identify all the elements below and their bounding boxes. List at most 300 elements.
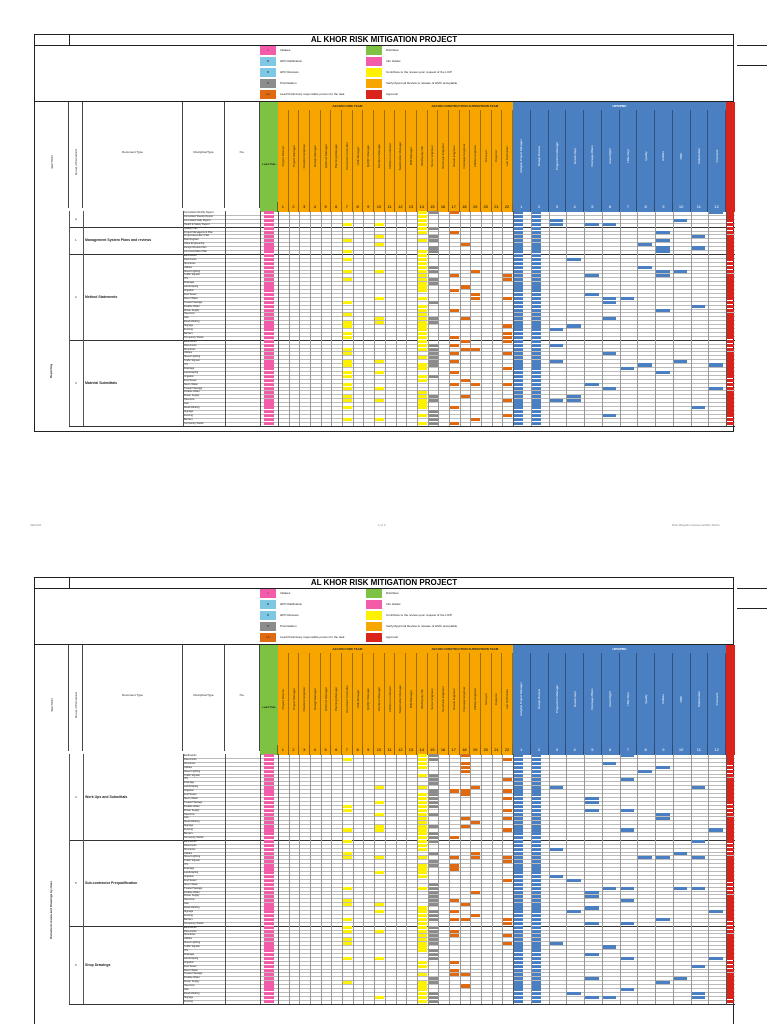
row-label: Irrigation [184,874,194,878]
column-rule [602,754,603,1004]
header-doc-type [83,102,183,208]
role-column [691,110,709,202]
column-number: 15 [428,745,439,755]
legend-swatch: R [260,57,276,66]
column-number: 9 [655,745,673,755]
role-column [708,653,726,745]
row-label: Fencing [184,913,193,917]
column-number: 7 [342,745,353,755]
role-column [602,653,620,745]
role-label: Quality [643,151,648,161]
row-label: ITS [184,949,188,952]
role-label: Senior Engineer [430,688,435,710]
role-column [406,653,417,745]
column-rule [83,754,84,1004]
column-rule [374,211,375,426]
column-number: 2 [289,202,300,212]
hpo-team-title: HPO/PMC [612,104,627,108]
row-label: Irrigation [184,960,194,964]
column-number: 11 [691,202,709,212]
header-label: SECTION [49,155,54,169]
role-column [417,653,428,745]
column-rule [637,211,638,426]
column-number: 20 [481,745,492,755]
row-label: Drainage [184,781,195,785]
role-label: Inspector [494,692,499,706]
row-label: Landscaping [184,871,199,874]
column-rule [385,211,386,426]
column-number: 9 [363,202,374,212]
role-column [460,653,471,745]
header-discipline [183,645,225,751]
column-rule [602,211,603,426]
column-rule [353,211,354,426]
group-number: 3 [75,380,77,385]
row-label: Road Marking [184,820,200,824]
row-label: Temporary Works [184,421,204,425]
column-rule [342,754,343,1004]
legend-swatch [366,589,382,598]
footer-mid: 1 of 2 [378,523,386,527]
row-label: Gas [184,402,189,406]
role-label: Ashghal Project Manager [519,139,524,173]
column-rule [637,754,638,1004]
role-label: Document Controller [344,685,349,713]
role-label: Project Director [280,145,285,167]
legend-text: Lead Preliminary responsible person for the task [280,635,345,639]
role-column [353,110,364,202]
column-number: 6 [602,745,620,755]
role-label: Contracts [714,692,719,706]
column-rule [289,754,290,1004]
row-label: Power Supply [184,808,200,812]
role-label: PMC [679,695,684,703]
role-column [299,653,310,745]
row-label: Signage [184,824,194,828]
row-label: Signage [184,409,194,413]
row-label: Structures [184,347,196,351]
row-label: Potable Water [184,976,200,980]
column-rule [321,211,322,426]
row-label: Irrigation [184,374,194,378]
row-label: Potable Water [184,890,200,894]
role-label: Roads Engineer [451,688,456,710]
role-column [310,110,321,202]
role-label: Project Manager [291,144,296,168]
row-label: Road Marking [184,406,200,409]
column-rule [655,754,656,1004]
group-name: Shop Drawings [85,962,111,967]
row-label: Street Lighting [184,855,201,859]
column-number: 15 [428,202,439,212]
column-number: 10 [673,202,691,212]
role-column [549,110,567,202]
column-rule [549,754,550,1004]
row-label: Treated Sewage [184,800,203,804]
row-label: Drainage [184,867,195,871]
role-column [374,653,385,745]
column-rule [708,211,709,426]
role-label: RE/Deputy RE [419,689,424,709]
header-label: Group of Document [73,148,78,176]
role-label: Asset Mgmt [608,691,613,707]
legend-swatch [366,79,382,88]
row-label: Landscaping [184,285,199,289]
footer-left: AECOM [30,523,42,527]
row-label: Gas [184,902,189,906]
row-label: Treated Sewage [184,386,203,390]
header-label: Document Type [122,693,143,697]
column-rule [584,211,585,426]
role-column [620,110,638,202]
role-label: Stakeholder Manager [398,684,403,714]
column-rule [363,211,364,426]
role-label: Lab Technician [505,146,510,166]
header-group [69,645,83,751]
role-column [492,653,503,745]
column-rule [299,754,300,1004]
column-number: 3 [299,202,310,212]
role-label: Design Manager [312,687,317,711]
role-label: Contracts [714,149,719,163]
legend-swatch [366,600,382,609]
role-column [299,110,310,202]
column-rule [438,754,439,1004]
section-label: Reporting [49,364,53,379]
column-rule [726,211,727,426]
column-rule [513,211,514,426]
column-number: 22 [502,202,513,212]
legend-item [366,46,556,55]
group-name: Material Submittals [85,380,118,385]
group-name: Work Ups and Submittals [85,794,128,799]
column-rule [566,211,567,426]
role-label: Drainage Engineer [462,143,467,169]
group-number: 1 [75,238,77,243]
column-rule [620,754,621,1004]
column-rule [513,754,514,1004]
role-column [566,653,584,745]
column-number: 3 [549,745,567,755]
header-zone [35,644,733,751]
column-rule [428,211,429,426]
row-label: Temporary Works [184,335,204,339]
role-label: Interface Manager [376,686,381,712]
column-number: 11 [691,745,709,755]
legend-swatch [366,68,382,77]
role-label: Interface Manager [376,143,381,169]
row-label: Telecoms [184,312,195,316]
column-number: 22 [502,745,513,755]
row-label: Telecoms [184,984,195,988]
role-column [417,110,428,202]
role-label: Stakeholder Manager [398,141,403,171]
legend-swatch: I [260,589,276,598]
row-label: Signage [184,995,194,999]
column-rule [225,754,226,1004]
footer-right: Risk Mitigation Responsibility Matrix [672,523,720,527]
column-number: 5 [321,745,332,755]
row-label: Earthworks [184,754,197,757]
legend-text: Contribute to the review upon request of the LICP [386,70,452,74]
role-label: RE/Deputy RE [419,146,424,166]
role-label: Structural Engineer [441,686,446,712]
column-number: 6 [331,202,342,212]
role-column [637,110,655,202]
column-number: 4 [310,745,321,755]
legend [260,589,560,645]
column-rule [460,211,461,426]
legend-text: HPO Reviews [280,613,299,617]
row-label: Utilities [184,765,193,769]
column-number: 5 [584,745,602,755]
row-label: Utilities [184,265,193,269]
row-label: Barriers [184,917,193,921]
role-column [385,653,396,745]
red-header-band [726,102,735,212]
column-rule [449,754,450,1004]
header-label: Lead Role [262,705,276,709]
role-label: Stakeholder [696,147,701,165]
legend-swatch: R [260,611,276,620]
row-label: Gas [184,316,189,320]
column-rule [363,754,364,1004]
role-column [502,110,513,202]
row-label: Storm Water [184,968,198,972]
role-column [602,110,620,202]
legend-swatch: R [260,68,276,77]
role-label: HSE Manager [355,689,360,709]
role-label: HSE Manager [355,146,360,166]
row-label: Power Supply [184,894,200,898]
legend-text: Distribute [386,591,399,595]
column-number: 1 [278,745,289,755]
row-label: Earthworks [184,253,197,257]
role-label: Ashghal Project Manager [519,682,524,716]
group-name: Management System Plans and reviews [85,238,152,243]
role-label: Drainage Affairs [590,688,595,710]
row-label: Value Engineering [184,242,205,246]
role-column [531,653,549,745]
row-label: Barriers [184,331,193,335]
column-rule [449,211,450,426]
row-label: Road Marking [184,906,200,910]
column-rule [481,211,482,426]
role-label: Resident Engineer [302,143,307,169]
column-number: 21 [492,202,503,212]
column-rule [406,211,407,426]
column-number: 2 [289,745,300,755]
row-label: Telecoms [184,812,195,816]
row-label: Storm Water [184,796,198,800]
column-number: 18 [460,202,471,212]
sheet-title: AL KHOR RISK MITIGATION PROJECT [35,35,733,46]
row-label: Traffic Signals [184,359,200,363]
column-number: 10 [374,745,385,755]
role-label: Utilities Engineer [473,687,478,711]
column-number: 13 [406,202,417,212]
column-rule [502,211,503,426]
role-label: HSE Dept [625,692,630,706]
role-column [289,653,300,745]
row-label: Landscaping [184,956,199,960]
row-label: ITS [184,277,188,281]
legend-text: Info Holder [386,59,401,63]
row-label: Street Lighting [184,269,201,273]
column-number: 14 [417,745,428,755]
row-label: Road Marking [184,991,200,995]
group-rule [69,1004,735,1005]
legend-swatch: L1 [260,90,276,99]
role-column [374,110,385,202]
header-label: No. [239,150,245,154]
legend-text: Approval [386,92,398,96]
legend-text: Prioritisation [280,81,297,85]
role-label: Utilities Engineer [473,144,478,168]
role-label: Utilities Coordinator [387,142,392,170]
legend-text: HPO Ratification [280,602,303,606]
legend-swatch [366,46,382,55]
role-label: QA/QC Manager [366,144,371,168]
role-label: QS/Cost Manager [323,686,328,712]
row-label: Treated Sewage [184,972,203,976]
role-label: QA/QC Manager [366,687,371,711]
column-number: 12 [708,745,726,755]
column-rule [584,754,585,1004]
role-label: Surveyor [483,692,488,706]
role-column [321,653,332,745]
column-number: 7 [342,202,353,212]
column-rule [385,754,386,1004]
legend-item [366,90,556,99]
column-number: 3 [299,745,310,755]
column-number: 9 [363,745,374,755]
column-rule [691,754,692,1004]
legend-text: Verify/Approval Review to release of HMC acceptable [386,81,458,85]
row-label: Pavements [184,843,197,847]
column-number: 11 [385,745,396,755]
legend-item [366,633,556,642]
legend-text: Approval [386,635,398,639]
section-label: Document review and Drawings by class [49,880,53,939]
role-column [331,653,342,745]
row-label: ITS [184,363,188,367]
legend-item [366,57,556,66]
column-rule [310,754,311,1004]
legend-text: Contribute to the review upon request of the LICP [386,613,452,617]
column-number: 4 [566,745,584,755]
legend-swatch [366,611,382,620]
role-column [310,653,321,745]
legend-text: Distribute [386,48,399,52]
column-number: 8 [637,202,655,212]
role-column [655,110,673,202]
group-number: 2 [75,294,77,299]
role-column [406,110,417,202]
role-label: Surveyor [483,149,488,163]
role-label: Senior Engineer [430,145,435,167]
column-rule [470,754,471,1004]
column-number: 1 [513,202,531,212]
role-column [428,110,439,202]
column-number: 17 [449,202,460,212]
header-label: SECTION [49,698,54,712]
margin-rule [737,45,767,46]
column-rule [278,211,279,426]
role-column [584,653,602,745]
row-label: Storm Water [184,296,198,300]
column-rule [342,211,343,426]
column-number: 5 [321,202,332,212]
row-label: Telecoms [184,398,195,402]
role-label: Programme Manager [554,684,559,714]
column-rule [481,754,482,1004]
design-team-title: AECOM CORE TEAM [332,647,363,651]
role-label: Roads Dept [572,148,577,164]
row-label: Landscaping [184,370,199,374]
role-column [492,110,503,202]
role-column [513,110,531,202]
column-rule [310,211,311,426]
row-label: Utilities [184,851,193,855]
row-label: Design Review Plan [184,246,207,250]
row-label: Earthworks [184,925,197,929]
legend-swatch [366,622,382,631]
column-number: 3 [549,202,567,212]
legend-item [366,68,556,77]
row-label: Traffic Signals [184,859,200,863]
role-column [460,110,471,202]
role-column [278,653,289,745]
row-label: Signage [184,324,194,328]
role-column [708,110,726,202]
row-label: Quality Plan [184,226,198,230]
row-label: Potable Water [184,304,200,308]
lead-role-column [260,102,278,208]
role-label: Stakeholder [696,690,701,708]
role-column [428,653,439,745]
column-rule [620,211,621,426]
column-rule [406,754,407,1004]
row-label: Treated Sewage [184,886,203,890]
column-rule [470,211,471,426]
column-number: 12 [708,202,726,212]
legend-swatch: P [260,79,276,88]
row-label: Risk Register [184,238,199,242]
margin-rule [737,608,767,609]
legend-text: Info Holder [386,602,401,606]
row-label: Foul Sewer [184,378,197,382]
column-rule [289,211,290,426]
row-label: Project Execution Plan [184,234,210,238]
role-column [342,653,353,745]
column-rule [673,211,674,426]
column-number: 2 [531,202,549,212]
lead-role-column [260,645,278,751]
column-rule [531,211,532,426]
role-label: Planning Manager [334,143,339,169]
column-rule [396,754,397,1004]
construction-team-title: AECOM CONSTRUCTION SUPERVISION TEAM [431,647,499,651]
column-number: 1 [278,202,289,212]
role-column [470,653,481,745]
role-column [673,653,691,745]
row-label: Gas [184,988,189,991]
header-no [225,645,260,751]
row-label: Structures [184,761,196,765]
role-column [673,110,691,202]
sheet-title: AL KHOR RISK MITIGATION PROJECT [35,578,733,589]
